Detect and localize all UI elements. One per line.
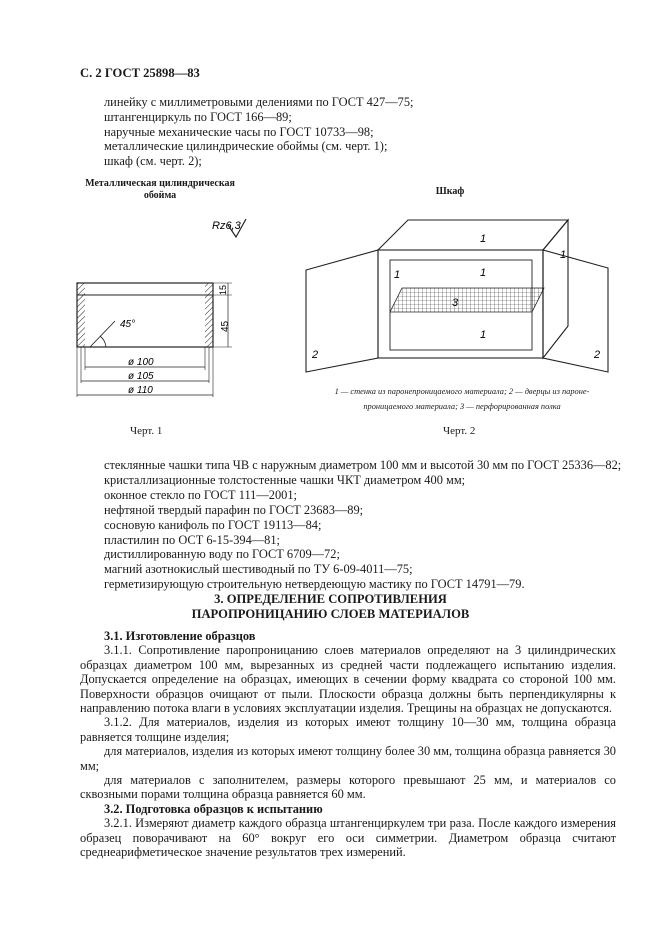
dim-45-label: 45 xyxy=(220,320,231,332)
label-2-left-door: 2 xyxy=(312,349,319,361)
figure1-drawing xyxy=(60,205,260,415)
paragraph-3-1-1: 3.1.1. Сопротивление паропроницанию слоев материалов определяют на 3 цилиндрических образцах диаметром 100 мм, вырезанных из средней части подлежащего испытанию изделия. Допускается определение на образцах, имеющих в сечении форму квадрата со стороной 100 мм. Поверхности образцов очищают от пыли. Плоскости образца должны быть перпендикулярны к направлению потока влаги в условиях эксплуатации изделия. Трещины на образцах не допускаются. xyxy=(80,643,616,716)
list-item: нефтяной твердый парафин по ГОСТ 23683—89; xyxy=(104,503,364,517)
section-title-line1: 3. ОПРЕДЕЛЕНИЕ СОПРОТИВЛЕНИЯ xyxy=(214,592,447,606)
list-item: наручные механические часы по ГОСТ 10733—98; xyxy=(104,125,374,139)
list-item: кристаллизационные толстостенные чашки ЧКТ диаметром 400 мм; xyxy=(104,473,466,487)
list-item: магний азотнокислый шестиводный по ТУ 6-09-4011—75; xyxy=(104,562,413,576)
figure1-title xyxy=(60,178,260,202)
ring-wall-left xyxy=(77,283,85,347)
section-title-line2: ПАРОПРОНИЦАНИЮ СЛОЕВ МАТЕРИАЛОВ xyxy=(191,607,470,621)
paragraph-3-2-1: 3.2.1. Измеряют диаметр каждого образца штангенциркулем три раза. После каждого измерения образец поворачивают на 60° вокруг его оси симметрии. Диаметром образца считают среднеарифметическое значение результатов трех измерений. xyxy=(80,816,616,860)
cabinet-right-side xyxy=(543,220,568,358)
figure2-caption: Черт. 2 xyxy=(443,425,476,437)
paragraph-3-1-2-c: для материалов с заполнителем, размеры которого превышают 25 мм, и материалов со сквозными порами толщина образца равняется 60 мм. xyxy=(80,773,616,802)
legend-line: 1 — стенка из паронепроницаемого материала; 2 — дверцы из пароне- xyxy=(334,387,590,396)
chamfer-line xyxy=(90,321,115,347)
label-1-side: 1 xyxy=(560,249,567,261)
label-1-back-wall: 1 xyxy=(480,267,487,279)
angle-arc xyxy=(100,336,106,347)
list-item: шкаф (см. черт. 2); xyxy=(104,154,202,168)
section-title xyxy=(0,592,661,622)
list-item: оконное стекло по ГОСТ 111—2001; xyxy=(104,488,297,502)
d110-label: ø 110 xyxy=(128,385,153,396)
paragraph-3-1-2: 3.1.2. Для материалов, изделия из которых имеют толщину 10—30 мм, толщина образца равняется толщине изделия; xyxy=(80,715,616,744)
cabinet-top xyxy=(378,220,568,250)
figure2-drawing xyxy=(298,212,618,382)
perforated-shelf xyxy=(390,288,544,312)
dim-15-label: 15 xyxy=(218,284,228,295)
label-1-bottom: 1 xyxy=(480,329,487,341)
label-1-left-wall: 1 xyxy=(394,269,401,281)
figure1-caption: Черт. 1 xyxy=(130,425,163,437)
ring-wall-right xyxy=(205,283,213,347)
figure2-title: Шкаф xyxy=(435,186,465,197)
page-header: С. 2 ГОСТ 25898—83 xyxy=(80,66,200,80)
list-item: линейку с миллиметровыми делениями по ГОСТ 427—75; xyxy=(104,95,414,109)
d100-label: ø 100 xyxy=(128,357,154,368)
list-item: штангенциркуль по ГОСТ 166—89; xyxy=(104,110,292,124)
angle-label: 45° xyxy=(120,319,136,330)
subsection-heading: 3.2. Подготовка образцов к испытанию xyxy=(104,801,323,816)
paragraph-3-1-2-b: для материалов, изделия из которых имеют толщину более 30 мм, толщина образца равняется 30 мм; xyxy=(80,744,616,773)
list-item: сосновую канифоль по ГОСТ 19113—84; xyxy=(104,518,322,532)
ring-outline xyxy=(77,283,213,347)
legend-line: проницаемого материала; 3 — перфорированная полка xyxy=(363,402,561,411)
list-item: пластилин по ОСТ 6-15-394—81; xyxy=(104,533,281,547)
section-3-1 xyxy=(80,629,616,860)
subsection-heading: 3.1. Изготовление образцов xyxy=(104,629,256,643)
figure1-title-line1: Металлическая цилиндрическая xyxy=(85,178,235,189)
label-2-right-door: 2 xyxy=(594,349,601,361)
figure2-legend xyxy=(300,384,624,414)
figure1-title-line2: обойма xyxy=(143,190,177,201)
label-1-top: 1 xyxy=(480,233,487,245)
list-item: дистиллированную воду по ГОСТ 6709—72; xyxy=(104,547,340,561)
d105-label: ø 105 xyxy=(128,371,154,382)
list-item: стеклянные чашки типа ЧВ с наружным диаметром 100 мм и высотой 30 мм по ГОСТ 25336—82; xyxy=(104,458,622,472)
list-item: металлические цилиндрические обоймы (см. черт. 1); xyxy=(104,139,388,153)
label-3-shelf: 3 xyxy=(452,297,459,309)
roughness-mark: Rz6,3 xyxy=(212,220,241,232)
list-item: герметизирующую строительную нетвердеющую мастику по ГОСТ 14791—79. xyxy=(104,577,525,591)
